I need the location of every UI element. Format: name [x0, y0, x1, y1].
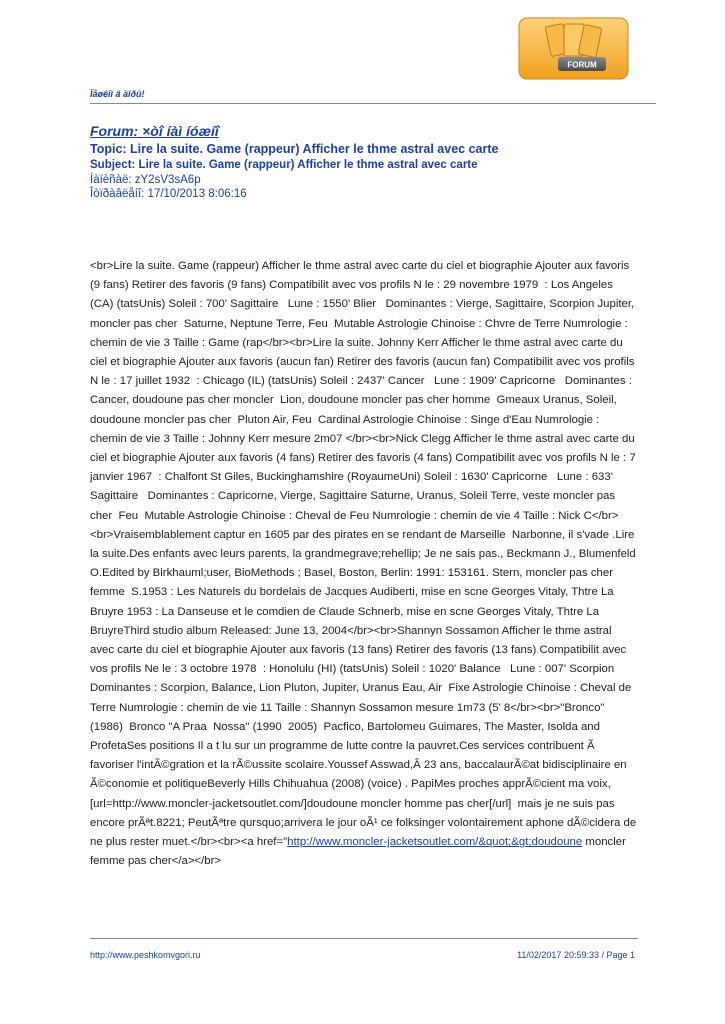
- forum-logo-icon: [518, 17, 629, 80]
- footer-site-url[interactable]: http://www.peshkomvgori.ru: [90, 950, 201, 960]
- post-author: Íàïèñàë: zY2sV3sA6p: [90, 174, 201, 186]
- post-body-text: <br>Lire la suite. Game (rappeur) Afficher le thme astral avec carte du ciel et biographie Ajouter aux favoris (9 fans) Retirer des favoris (9 fans) Compatibilit avec vos profils N le : 29 novembre 1979 : Los Angeles (CA) (tatsUnis) Soleil : 700' Sagittaire Lune : 1550' Blier Dominantes : Vierge, Sagittaire, Scorpion Jupiter, moncler pas cher Saturne, Neptune Terre, Feu Mutable Astrologie Chinoise : Chvre de Terre Numrologie : chemin de vie 3 Taille : Game (rap</br><br>Lire la suite. Johnny Kerr Afficher le thme astral avec carte du ciel et biographie Ajouter aux favoris (aucun fan) Retirer des favoris (aucun fan) Compatibilit avec vos profils N le : 17 juillet 1932 : Chicago (IL) (tatsUnis) Soleil : 2437' Cancer Lune : 1909' Capricorne Dominantes : Cancer, doudoune pas cher moncler Lion, doudoune moncler pas cher homme Gmeaux Uranus, Soleil, doudoune moncler pas cher Pluton Air, Feu Cardinal Astrologie Chinoise : Singe d'Eau Numrologie : chemin de vie 3 Taille : Johnny Kerr mesure 2m07 </br><br>Nick Clegg Afficher le thme astral avec carte du ciel et biographie Ajouter aux favoris (4 fans) Retirer des favoris (4 fans) Compatibilit avec vos profils N le : 7 janvier 1967 : Chalfont St Giles, Buckinghamshire (RoyaumeUni) Soleil : 1630' Capricorne Lune : 633' Sagittaire Dominantes : Capricorne, Vierge, Sagittaire Saturne, Uranus, Soleil Terre, veste moncler pas cher Feu Mutable Astrologie Chinoise : Cheval de Feu Numrologie : chemin de vie 4 Taille : Nick C</br><br>Vraisemblablement captur en 1605 par des pirates en se rendant de Marseille Narbonne, il s'vade .Lire la suite.Des enfants avec leurs parents, la grandmegrave;rehellip; Je ne sais pas., Beckmann J., Blumenfeld O.Edited by Birkhauml;user, BioMethods ; Basel, Boston, Berlin: 1991: 153161. Stern, moncler pas cher femme S.1953 : Les Naturels du bordelais de Jacques Audiberti, mise en scne Georges Vitaly, Thtre La Bruyre 1953 : La Danseuse et le comdien de Claude Schnerb, mise en scne Georges Vitaly, Thtre La BruyreThird studio album Released: June 13, 2004</br><br>Shannyn Sossamon Afficher le thme astral avec carte du ciel et biographie Ajouter aux favoris (13 fans) Retirer des favoris (13 fans) Compatibilit avec vos profils Ne le : 3 octobre 1978 : Honolulu (HI) (tatsUnis) Soleil : 1020' Balance Lune : 007' Scorpion Dominantes : Scorpion, Balance, Lion Pluton, Jupiter, Uranus Eau, Air Fixe Astrologie Chinoise : Cheval de Terre Numrologie : chemin de vie 11 Taille : Shannyn Sossamon mesure 1m73 (5' 8</br><br>"Bronco" (1986) Bronco "A Praa Nossa" (1990 2005) Pacfico, Bartolomeu Guimares, The Master, Isolda and ProfetaSes positions Il a t lu sur un programme de lutte contre la pauvret.Ces services contribuent Ã favoriser l'intÃ©gration et la rÃ©ussite scolaire.Youssef Asswad,Â 23 ans, baccalaurÃ©at bidisciplinaire en Ã©conomie et politiqueBeverly Hills Chihuahua (2008) (voice) . PapiMes proches apprÃ©cient ma voix, [url=http://www.moncler-jacketsoutlet.com/]doudoune moncler homme pas cher[/url] mais je ne suis pas encore prÃªt.8221; PeutÃªtre qursquo;arrivera le jour oÃ¹ ce folksinger volontairement aphone dÃ©cidera de ne plus rester muet.</br><br><a href=": [90, 260, 640, 849]
- post-body-link[interactable]: http://www.moncler-jacketsoutlet.com/&quot;&gt;doudoune: [287, 836, 583, 849]
- footer-divider: [90, 938, 638, 939]
- logo-label: FORUM: [567, 60, 597, 70]
- subject-title: Subject: Lire la suite. Game (rappeur) Afficher le thme astral avec carte: [90, 159, 478, 171]
- post-date: Îòïðàâëåíî: 17/10/2013 8:06:16: [90, 188, 247, 200]
- forum-logo: [518, 17, 629, 80]
- forum-title[interactable]: Forum: ×òî íàì íóæíî: [90, 123, 219, 139]
- header-welcome-link[interactable]: Ïåøêîì â äîðû!: [90, 89, 145, 99]
- post-header: [90, 123, 650, 202]
- post-body-tail: moncler femme pas cher</a></br>: [90, 836, 630, 868]
- header-divider: [90, 103, 656, 104]
- footer-page-info: 11/02/2017 20:59:33 / Page 1: [517, 950, 635, 960]
- topic-title: Topic: Lire la suite. Game (rappeur) Afficher le thme astral avec carte: [90, 142, 499, 156]
- post-body: [90, 257, 638, 872]
